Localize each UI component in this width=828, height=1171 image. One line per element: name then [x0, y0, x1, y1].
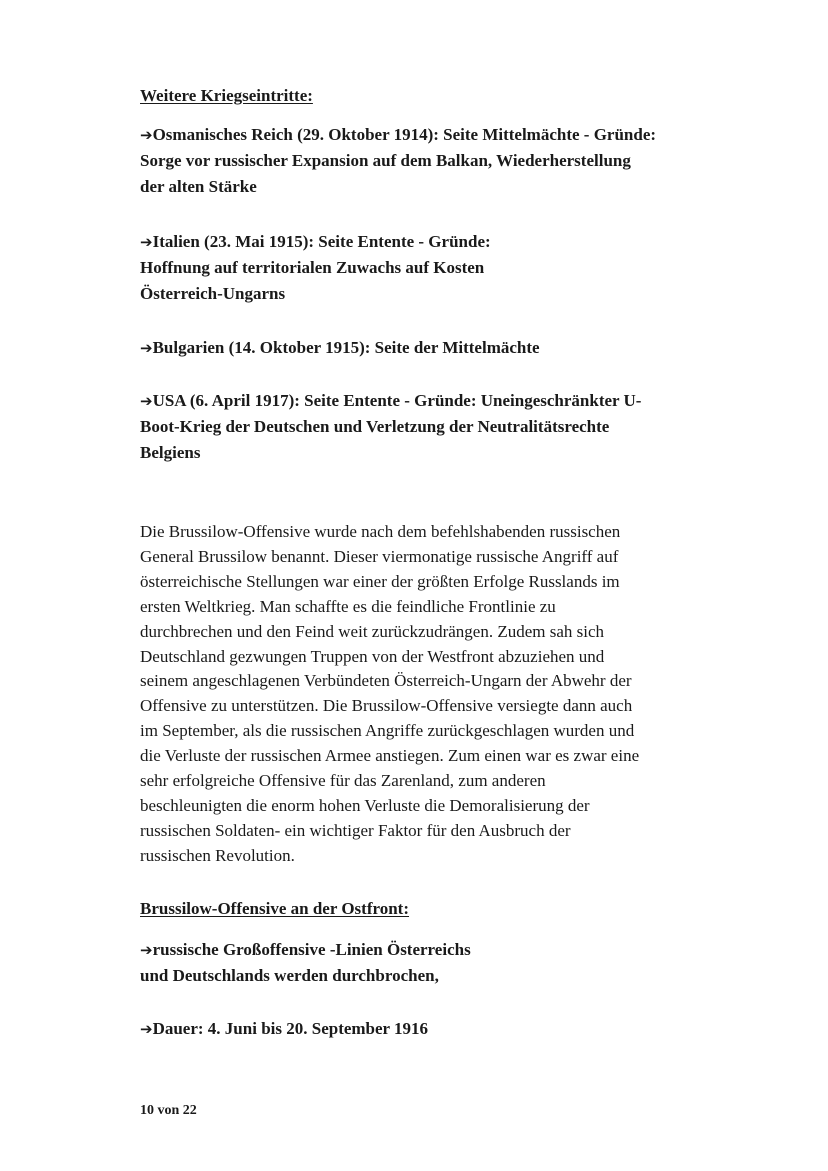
entry-osmanisches-reich: ➔Osmanisches Reich (29. Oktober 1914): Seite Mittelmächte - Gründe: Sorge vor russischer Expansion auf dem Balkan, Wiederherstellung der alten Stärke: [140, 125, 657, 196]
entry-usa: ➔USA (6. April 1917): Seite Entente - Gründe: Uneingeschränkter U- Boot-Krieg der Deutschen und Verletzung der Neutralitätsrechte Belgiens: [140, 391, 642, 462]
entry-dauer: ➔Dauer: 4. Juni bis 20. September 1916: [140, 1019, 429, 1038]
brussilow-paragraph: Die Brussilow-Offensive wurde nach dem befehlshabenden russischen General Brussilow benannt. Dieser viermonatige russische Angriff auf österreichische Stellungen war einer der größten Erfolge Russlands im ersten Weltkrieg. Man schaffte es die feindliche Frontlinie zu durchbrechen und den Feind weit zurückzudrängen. Zudem sah sich Deutschland gezwungen Truppen von der Westfront abzuziehen und seinem angeschlagenen Verbündeten Österreich-Ungarn der Abwehr der Offensive zu unterstützen. Die Brussilow-Offensive versiegte dann auch im September, als die russischen Angriffe zurückgeschlagen wurden und die Verluste der russischen Armee anstiegen. Zum einen war es zwar eine sehr erfolgreiche Offensive für das Zarenland, zum anderen beschleunigten die enorm hohen Verluste die Demoralisierung der russischen Soldaten- ein wichtiger Faktor für den Ausbruch der russischen Revolution.: [140, 522, 640, 865]
arrow-icon: ➔: [140, 339, 153, 357]
entry-bulgarien: ➔Bulgarien (14. Oktober 1915): Seite der Mittelmächte: [140, 338, 540, 357]
page-number: 10 von 22: [140, 1103, 197, 1118]
arrow-icon: ➔: [140, 126, 153, 144]
section-heading-ostfront: Brussilow-Offensive an der Ostfront:: [140, 899, 410, 918]
arrow-icon: ➔: [140, 233, 153, 251]
entry-grossoffensive: ➔russische Großoffensive -Linien Österreichs und Deutschlands werden durchbrochen,: [140, 940, 471, 985]
arrow-icon: ➔: [140, 1020, 153, 1038]
section-heading-kriegseintritte: Weitere Kriegseintritte:: [140, 86, 313, 105]
entry-italien: ➔Italien (23. Mai 1915): Seite Entente - Gründe: Hoffnung auf territorialen Zuwachs auf Kosten Österreich-Ungarns: [140, 232, 491, 303]
arrow-icon: ➔: [140, 941, 153, 959]
arrow-icon: ➔: [140, 392, 153, 410]
